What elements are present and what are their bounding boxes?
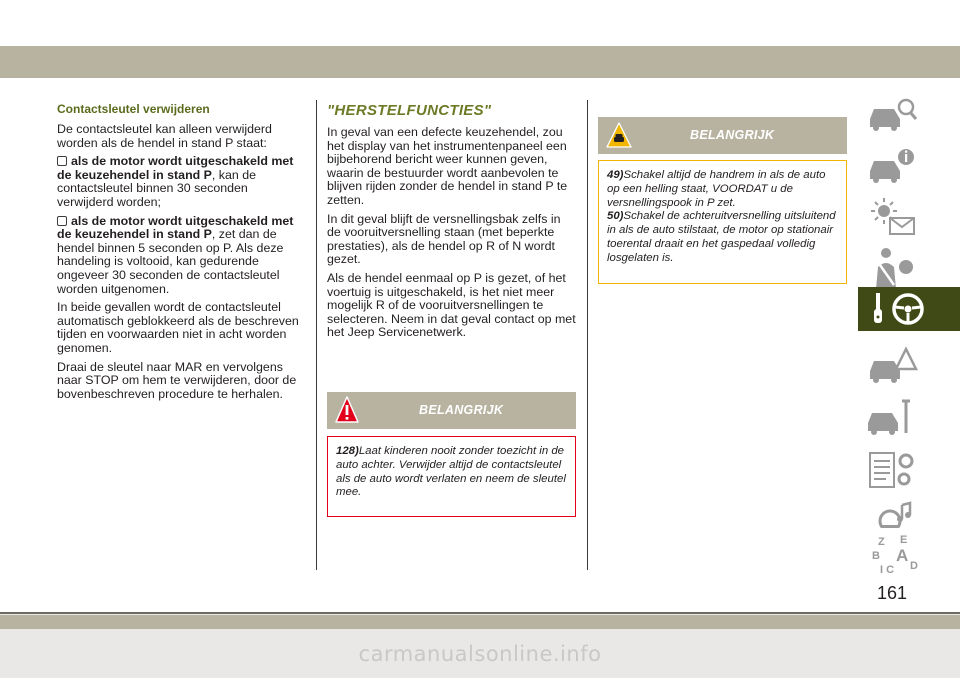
column-left — [57, 102, 302, 406]
chapter-tab-servicing[interactable] — [858, 392, 960, 444]
note-text: Laat kinderen nooit zonder toezicht in de auto achter. Verwijder altijd de contactsleutel als de auto wordt verlaten en neem de sleutel mee. — [336, 445, 566, 499]
chapter-tab-index[interactable] — [858, 528, 960, 580]
bullet-bold-text: als de motor wordt uitgeschakeld met de keuzehendel in stand P — [57, 213, 294, 242]
warning-text — [336, 445, 567, 500]
section-subheading: Contactsleutel verwijderen — [57, 102, 210, 116]
car-search-icon — [864, 89, 924, 139]
chapter-tab-emergency[interactable] — [858, 340, 960, 392]
column-divider — [316, 100, 317, 570]
paragraph: Als de hendel eenmaal op P is gezet, of het voertuig is uitgeschakeld, is het niet meer mogelijk R of de vooruitversnellingen te selecteren. Neem in dat geval contact op met het Jeep Servicenetwerk. — [327, 270, 576, 340]
note-text: Schakel altijd de handrem in als de auto op een helling staat, VOORDAT u de versnellingspook in P zet. — [607, 169, 826, 209]
watermark: carmanualsonline.info — [358, 642, 602, 666]
alphabetical-index-icon — [864, 529, 924, 579]
header-band — [0, 46, 960, 78]
svg-text:I C: I C — [880, 564, 895, 576]
note-number: 128) — [336, 445, 359, 457]
top-margin — [0, 0, 960, 46]
paragraph: Draai de sleutel naar MAR en vervolgens naar STOP om hem te verwijderen, door de bovenbeschreven procedure te herhalen. — [57, 359, 297, 401]
caution-header — [598, 117, 847, 154]
bullet-item-1 — [57, 155, 302, 209]
chapter-tab-dashboard[interactable] — [858, 140, 960, 192]
paragraph: In beide gevallen wordt de contactsleutel automatisch geblokkeerd als de beschreven tijden en voorwaarden niet in acht worden genomen. — [57, 300, 299, 355]
bullet-text: , kan de contactsleutel binnen 30 seconden verwijderd worden; — [57, 167, 257, 209]
svg-text:D: D — [910, 560, 918, 572]
key-steering-wheel-icon — [864, 287, 934, 331]
chapter-tab-knowing-vehicle[interactable] — [858, 88, 960, 140]
warning-triangle-icon — [335, 395, 359, 425]
column-divider — [587, 100, 588, 570]
warning-light-message-icon — [864, 193, 924, 243]
svg-text:A: A — [896, 546, 909, 565]
caution-label: BELANGRIJK — [690, 128, 775, 142]
bullet-text: , zet dan de hendel binnen 5 seconden op P. Als deze handeling is voltooid, kan gedurende ongeveer 30 seconden de contactsleutel worden uitgenomen. — [57, 227, 284, 296]
checkbox-bullet-icon — [57, 216, 67, 226]
caution-note-2 — [607, 210, 838, 265]
column-middle — [327, 102, 577, 345]
technical-data-icon — [864, 445, 924, 495]
note-number: 50) — [607, 210, 624, 223]
checkbox-bullet-icon — [57, 156, 67, 166]
warning-label: BELANGRIJK — [419, 403, 504, 417]
svg-text:E: E — [900, 534, 908, 546]
svg-text:Z: Z — [878, 536, 885, 548]
intro-paragraph: De contactsleutel kan alleen verwijderd worden als de hendel in stand P staat: — [57, 122, 272, 150]
caution-box — [598, 160, 847, 284]
note-number: 49) — [607, 169, 624, 181]
chapter-tab-warning-lights[interactable] — [858, 192, 960, 244]
section-heading: "HERSTELFUNCTIES" — [327, 102, 492, 119]
caution-note-1 — [607, 169, 838, 210]
footer-band — [0, 615, 960, 629]
car-emergency-icon — [864, 341, 924, 391]
car-maintenance-icon — [864, 393, 924, 443]
paragraph: In dit geval blijft de versnellingsbak zelfs in de vooruitversnelling staan (met beperkte prestaties), als de hendel op R of N wordt gezet. — [327, 211, 561, 267]
warning-box — [327, 436, 576, 517]
warning-header — [327, 392, 576, 429]
bullet-bold-text: als de motor wordt uitgeschakeld met de keuzehendel in stand P — [57, 154, 294, 182]
chapter-tab-starting-driving[interactable] — [858, 287, 960, 331]
svg-text:B: B — [872, 550, 880, 562]
chapter-tab-technical-data[interactable] — [858, 444, 960, 496]
note-text: Schakel de achteruitversnelling uitsluitend in als de auto stilstaat, de motor op stationair toerental draait en het gaspedaal volledig losgelaten is. — [607, 210, 836, 264]
car-info-icon — [864, 141, 924, 191]
bullet-item-2 — [57, 215, 302, 297]
page-number: 161 — [876, 583, 908, 603]
caution-car-icon — [606, 121, 632, 149]
paragraph: In geval van een defecte keuzehendel, zou het display van het instrumentenpaneel een bijbehorend bericht weer kunnen geven, waarin de bestuurder wordt aanbevolen te blijven rijden zonder de hendel in stand P te zetten. — [327, 125, 568, 207]
